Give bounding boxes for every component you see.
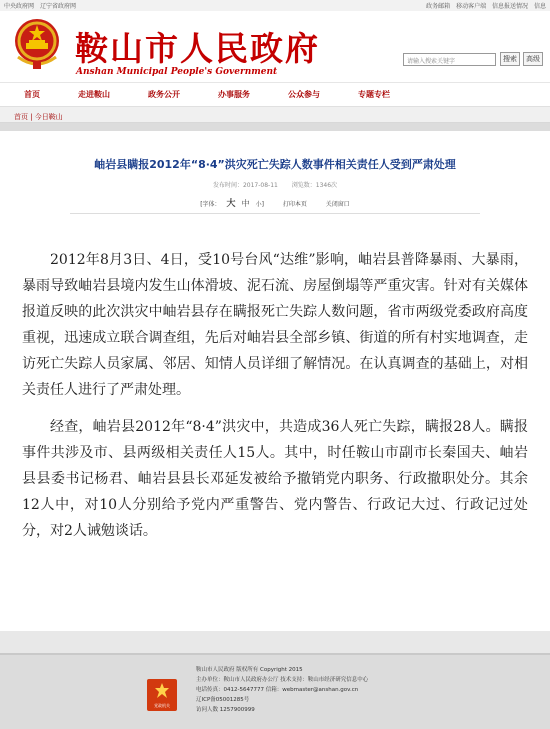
footer-separator [0,631,550,653]
site-header [0,11,550,83]
party-gov-badge-icon[interactable] [147,679,177,711]
font-size-label: [字体： [200,201,221,208]
site-title: 鞍山市人民政府 [75,29,320,68]
advanced-search-button[interactable]: 高级 [523,52,543,66]
article-paragraph-2: 经查，岫岩县2012年“8·4”洪灾中，共造成36人死亡失踪，瞒报28人。瞒报事件共涉及市、县两级相关责任人15人。其中，时任鞍山市副市长秦国夫、岫岩县县委书记杨君、岫岩县县长邓延发被给予撤销党内职务、行政撤职处分。其余12人中，对10人分别给予党内严重警告、党内警告、行政记大过、行政记过处分，对2人诫勉谈话。 [22,419,528,539]
publish-date: 发布时间：2017-08-11 [212,182,278,189]
top-utility-bar [0,0,550,11]
divider [70,213,480,214]
link-info-report[interactable]: 信息报送情况 [492,3,529,10]
nav-about-anshan[interactable]: 走进鞍山 [78,90,110,99]
national-emblem-icon [12,17,62,73]
view-count: 浏览数：1346次 [291,182,338,189]
search-button[interactable]: 搜索 [500,52,520,66]
footer-icp[interactable]: 辽ICP备05001285号 [196,697,250,703]
search-input[interactable]: 请输入搜索关键字 [403,53,496,66]
nav-gov-affairs[interactable]: 政务公开 [148,90,180,99]
article-paragraph-1: 2012年8月3日、4日，受10号台风“达维”影响，岫岩县普降暴雨、大暴雨，暴雨导致岫岩县境内发生山体滑坡、泥石流、房屋倒塌等严重灾害。针对有关媒体报道反映的此次洪灾中岫岩县存在瞒报死亡失踪人数问题，省市两级党委政府高度重视，迅速成立联合调查组，先后对岫岩县全部乡镇、街道的所有村实地调查，走访死亡失踪人员家属、邻居、知情人员详细了解情况。在认真调查的基础上，对相关责任人进行了严肃处理。 [22,252,528,398]
article-meta [0,180,550,189]
close-window-button[interactable]: 关闭窗口 [325,201,350,208]
link-liaoning-gov[interactable]: 辽宁省政府网 [39,3,76,10]
link-info[interactable]: 信息 [533,3,546,10]
print-button[interactable]: 打印本页 [282,201,307,208]
nav-special-topics[interactable]: 专题专栏 [358,90,390,99]
badge-caption: 党政机关 [154,703,170,708]
nav-public-participation[interactable]: 公众参与 [288,90,320,99]
footer-copyright: 鞍山市人民政府 版权所有 Copyright 2015 [196,667,303,673]
article-title: 岫岩县瞒报2012年“8·4”洪灾死亡失踪人数事件相关责任人受到严肃处理 [94,158,456,171]
site-title-english: Anshan Municipal People's Government [76,67,278,77]
footer-contact: 电话传真：0412-5647777 信箱：webmaster@anshan.gov.cn [196,687,359,693]
footer-visitor-count: 访问人数 1257900999 [196,707,255,713]
article-tools [0,196,550,209]
star-icon [155,683,169,699]
article-content [0,131,550,631]
site-footer [0,653,550,729]
nav-home[interactable]: 首页 [24,90,40,99]
nav-services[interactable]: 办事服务 [218,90,250,99]
footer-info [196,665,368,715]
link-central-gov[interactable]: 中央政府网 [4,3,35,10]
font-medium-button[interactable]: 中 [241,199,250,208]
link-gov-mail[interactable]: 政务邮箱 [426,3,451,10]
footer-sponsor: 主办单位：鞍山市人民政府办公厅 技术支持：鞍山市经济研究信息中心 [196,677,369,683]
link-mobile-client[interactable]: 移动客户端 [456,3,487,10]
breadcrumb[interactable]: 首页 | 今日鞍山 [0,107,550,123]
main-nav [0,83,550,107]
font-large-button[interactable]: 大 [226,199,236,209]
font-small-button[interactable]: 小] [255,201,264,208]
